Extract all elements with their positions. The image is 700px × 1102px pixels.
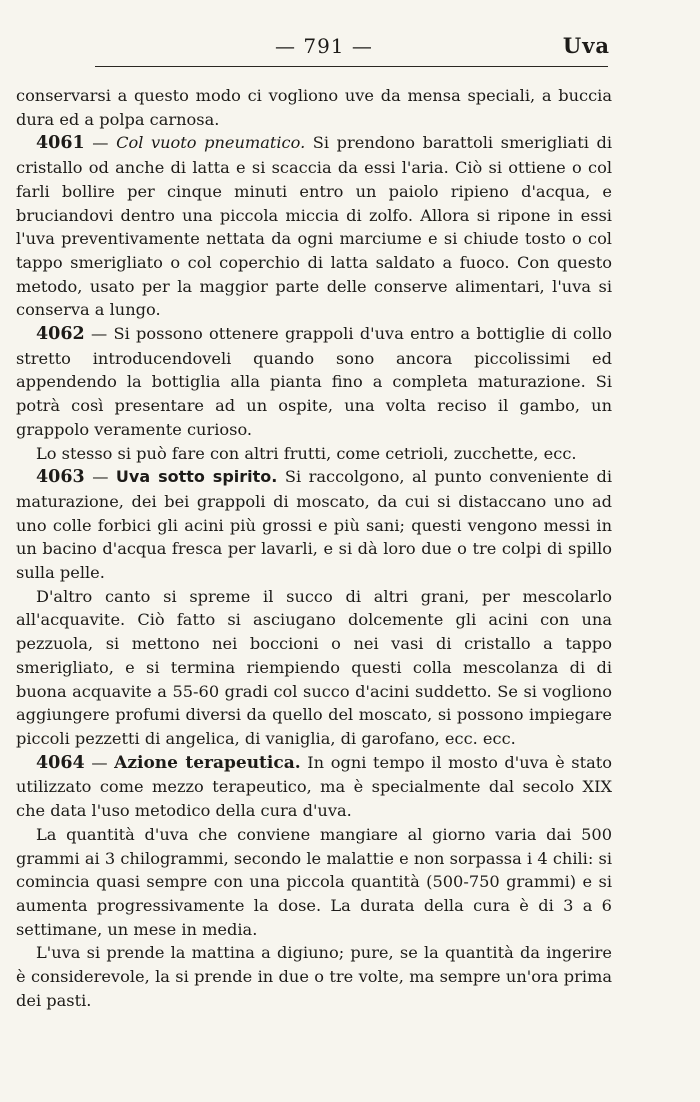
paragraph-text: L'uva si prende la mattina a digiuno; pure, se la quantità da ingerire è considerevole, la si prende in due o tre volte, ma sempre un'ora prima dei pasti. <box>16 943 612 1010</box>
section-dash: — <box>84 133 117 153</box>
header-rule <box>95 66 608 67</box>
body-text <box>16 84 612 1012</box>
paragraph-text: Lo stesso si può fare con altri frutti, come cetrioli, zucchette, ecc. <box>36 443 577 463</box>
section-dash: — <box>84 752 115 772</box>
section-dash: — <box>84 467 116 487</box>
paragraph-text: Si raccolgono, al punto conveniente di maturazione, dei bei grappoli di moscato, da cui si distaccano uno ad uno colle forbici gli acini più grossi e più sani; questi vengono messi in un bacino d'acqua fresca per lavarli, e si dà loro due o tre colpi di spillo sulla pelle. <box>16 467 612 583</box>
paragraph-text: D'altro canto si spreme il succo di altri grani, per mescolarlo all'acquavite. Ciò fatto si asciugano dolcemente gli acini con una pezzuola, si mettono nei boccioni o nei vasi di cristallo a tappo smerigliato, e si termina riempiendo questi colla mescolanza di di buona acquavite a 55-60 gradi col succo d'acini suddetto. Se si vogliono aggiungere profumi diversi da quello del moscato, si possono impiegare piccoli pezzetti di angelica, di vaniglia, di garofano, ecc. ecc. <box>16 586 612 748</box>
paragraph-text: conservarsi a questo modo ci vogliono uve da mensa speciali, a buccia dura ed a polpa carnosa. <box>16 86 612 129</box>
paragraph-4063 <box>16 465 612 585</box>
section-title: Uva sotto spirito. <box>115 467 278 487</box>
section-number: 4061 <box>36 133 85 154</box>
paragraph-text: In ogni tempo il mosto d'uva è stato utilizzato come mezzo terapeutico, ma è specialmente dal secolo XIX che data l'uso metodico della cura d'uva. <box>16 752 612 821</box>
paragraph-4064 <box>16 751 612 823</box>
paragraph <box>16 442 612 466</box>
paragraph <box>16 585 612 751</box>
paragraph <box>16 823 612 942</box>
paragraph-text: Si prendono barattoli smerigliati di cristallo od anche di latta e si scaccia da essi l'aria. Ciò si ottiene o col farli bollire per cinque minuti entro un paiolo ripieno d'acqua, e bruciandovi dentro una piccola miccia di zolfo. Allora si ripone in essi l'uva preventivamente nettata da ogni marciume e si chiude tosto o col tappo smerigliato o col coperchio di latta saldato a fuoco. Con questo metodo, usato per la maggior parte delle conserve alimentari, l'uva si conserva a lungo. <box>16 133 612 320</box>
page-header <box>95 30 610 64</box>
section-title: Col vuoto pneumatico. <box>116 133 306 153</box>
paragraph-text: La quantità d'uva che conviene mangiare al giorno varia dai 500 grammi ai 3 chilogrammi, secondo le malattie e non sorpassa i 4 chili: si comincia quasi sempre con una piccola quantità (500-750 grammi) e si aumenta progressivamente la dose. La durata della cura è di 3 a 6 settimane, un mese in media. <box>16 824 612 939</box>
section-number: 4064 <box>36 752 85 773</box>
paragraph-4061 <box>16 131 612 322</box>
section-number: 4063 <box>36 467 85 488</box>
section-dash: — <box>84 324 114 344</box>
paragraph-4062 <box>16 322 612 442</box>
page-number: — 791 — <box>275 34 373 58</box>
running-title: Uva <box>562 33 610 58</box>
section-number: 4062 <box>36 324 85 345</box>
section-title: Azione terapeutica. <box>114 752 301 773</box>
paragraph-continuation <box>16 84 612 131</box>
paragraph <box>16 941 612 1012</box>
paragraph-text: Si possono ottenere grappoli d'uva entro a bottiglie di collo stretto introducendoveli quando sono ancora piccolissimi ed appendendo la bottiglia alla pianta fino a completa maturazione. Si potrà così presentare ad un ospite, una volta reciso il gambo, un grappolo veramente curioso. <box>16 324 612 439</box>
